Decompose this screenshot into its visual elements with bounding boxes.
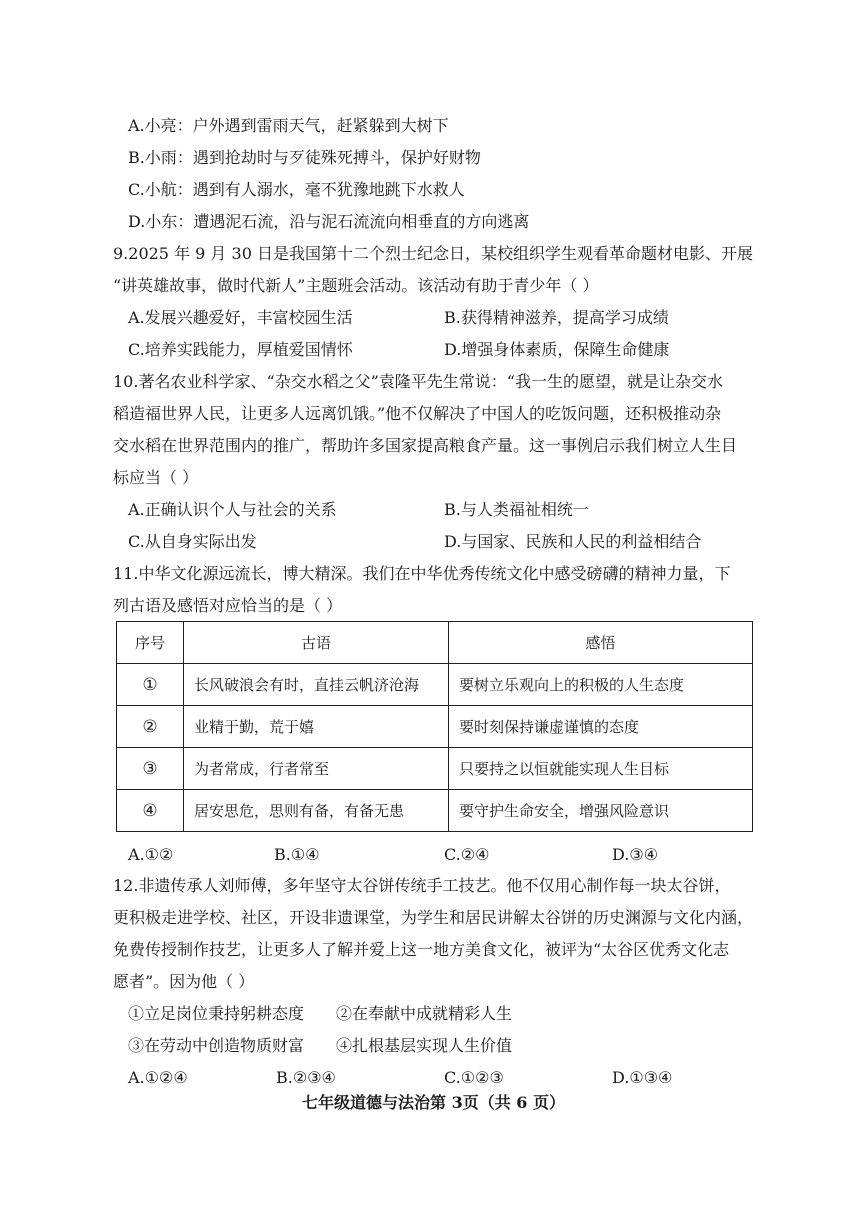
table-row bbox=[117, 790, 753, 832]
page-footer: 七年级道德与法治第 3页（共 6 页） bbox=[302, 1093, 565, 1112]
table-cell-index: ② bbox=[117, 706, 184, 748]
q11-option-c: C.②④ bbox=[444, 845, 490, 864]
q8-option-c: C.小航：遇到有人溺水，毫不犹豫地跳下水救人 bbox=[128, 180, 465, 199]
q12-stem-line3: 免费传授制作技艺，让更多人了解并爱上这一地方美食文化，被评为“太谷区优秀文化志 bbox=[113, 940, 730, 959]
q9-option-b: B.获得精神滋养，提高学习成绩 bbox=[444, 308, 669, 327]
table-cell-index: ③ bbox=[117, 748, 184, 790]
q12-stem-line2: 更积极走进学校、社区，开设非遗课堂，为学生和居民讲解太谷饼的历史渊源与文化内涵， bbox=[113, 908, 754, 927]
q12-option-c: C.①②③ bbox=[444, 1068, 504, 1087]
table-cell-insight: 要守护生命安全，增强风险意识 bbox=[449, 790, 753, 832]
q8-option-a: A.小亮：户外遇到雷雨天气，赶紧躲到大树下 bbox=[128, 116, 449, 135]
q10-option-a: A.正确认识个人与社会的关系 bbox=[128, 500, 337, 519]
q11-stem-line2: 列古语及感悟对应恰当的是（ ） bbox=[113, 596, 343, 615]
q9-option-c: C.培养实践能力，厚植爱国情怀 bbox=[128, 340, 353, 359]
table-row bbox=[117, 706, 753, 748]
table-cell-index: ④ bbox=[117, 790, 184, 832]
table-cell-insight: 只要持之以恒就能实现人生目标 bbox=[449, 748, 753, 790]
q11-table bbox=[116, 621, 753, 832]
q12-option-a: A.①②④ bbox=[128, 1068, 188, 1087]
q9-stem-line1: 9.2025 年 9 月 30 日是我国第十二个烈士纪念日，某校组织学生观看革命题材电影、开展 bbox=[113, 244, 753, 263]
table-header-insight: 感悟 bbox=[449, 622, 753, 664]
q10-stem-line3: 交水稻在世界范围内的推广，帮助许多国家提高粮食产量。这一事例启示我们树立人生目 bbox=[113, 436, 738, 455]
q11-option-b: B.①④ bbox=[274, 845, 320, 864]
q8-option-d: D.小东：遭遇泥石流，沿与泥石流流向相垂直的方向逃离 bbox=[128, 212, 530, 231]
q12-statement-4: ④扎根基层实现人生价值 bbox=[336, 1036, 513, 1055]
q10-option-b: B.与人类福祉相统一 bbox=[444, 500, 589, 519]
table-row bbox=[117, 664, 753, 706]
q9-option-d: D.增强身体素质，保障生命健康 bbox=[444, 340, 670, 359]
table-cell-index: ① bbox=[117, 664, 184, 706]
q10-option-c: C.从自身实际出发 bbox=[128, 532, 257, 551]
q10-stem-line4: 标应当（ ） bbox=[113, 468, 199, 487]
table-cell-saying: 长风破浪会有时，直挂云帆济沧海 bbox=[184, 664, 449, 706]
q12-statement-1: ①立足岗位秉持躬耕态度 bbox=[128, 1004, 305, 1023]
q12-option-d: D.①③④ bbox=[612, 1068, 673, 1087]
q12-statement-3: ③在劳动中创造物质财富 bbox=[128, 1036, 305, 1055]
q12-stem-line1: 12.非遗传承人刘师傅，多年坚守太谷饼传统手工技艺。他不仅用心制作每一块太谷饼， bbox=[113, 876, 731, 895]
q9-stem-line2: “讲英雄故事，做时代新人”主题班会活动。该活动有助于青少年（ ） bbox=[113, 276, 599, 295]
q8-option-b: B.小雨：遇到抢劫时与歹徒殊死搏斗，保护好财物 bbox=[128, 148, 481, 167]
q12-stem-line4: 愿者”。因为他（ ） bbox=[113, 972, 255, 991]
q10-stem-line1: 10.著名农业科学家、“杂交水稻之父”袁隆平先生常说：“我一生的愿望，就是让杂交水 bbox=[113, 372, 723, 391]
table-header-saying: 古语 bbox=[184, 622, 449, 664]
table-cell-saying: 为者常成，行者常至 bbox=[184, 748, 449, 790]
q9-option-a: A.发展兴趣爱好，丰富校园生活 bbox=[128, 308, 353, 327]
table-cell-insight: 要树立乐观向上的积极的人生态度 bbox=[449, 664, 753, 706]
table-row bbox=[117, 748, 753, 790]
q12-option-b: B.②③④ bbox=[276, 1068, 336, 1087]
q12-statement-2: ②在奉献中成就精彩人生 bbox=[336, 1004, 513, 1023]
table-cell-saying: 业精于勤，荒于嬉 bbox=[184, 706, 449, 748]
q11-stem-line1: 11.中华文化源远流长，博大精深。我们在中华优秀传统文化中感受磅礴的精神力量，下 bbox=[113, 564, 731, 583]
table-header-index: 序号 bbox=[117, 622, 184, 664]
q11-option-d: D.③④ bbox=[612, 845, 659, 864]
table-cell-insight: 要时刻保持谦虚谨慎的态度 bbox=[449, 706, 753, 748]
q10-option-d: D.与国家、民族和人民的利益相结合 bbox=[444, 532, 702, 551]
q10-stem-line2: 稻造福世界人民，让更多人远离饥饿。”他不仅解决了中国人的吃饭问题，还积极推动杂 bbox=[113, 404, 722, 423]
table-header-row bbox=[117, 622, 753, 664]
q11-option-a: A.①② bbox=[128, 845, 174, 864]
table-cell-saying: 居安思危，思则有备，有备无患 bbox=[184, 790, 449, 832]
